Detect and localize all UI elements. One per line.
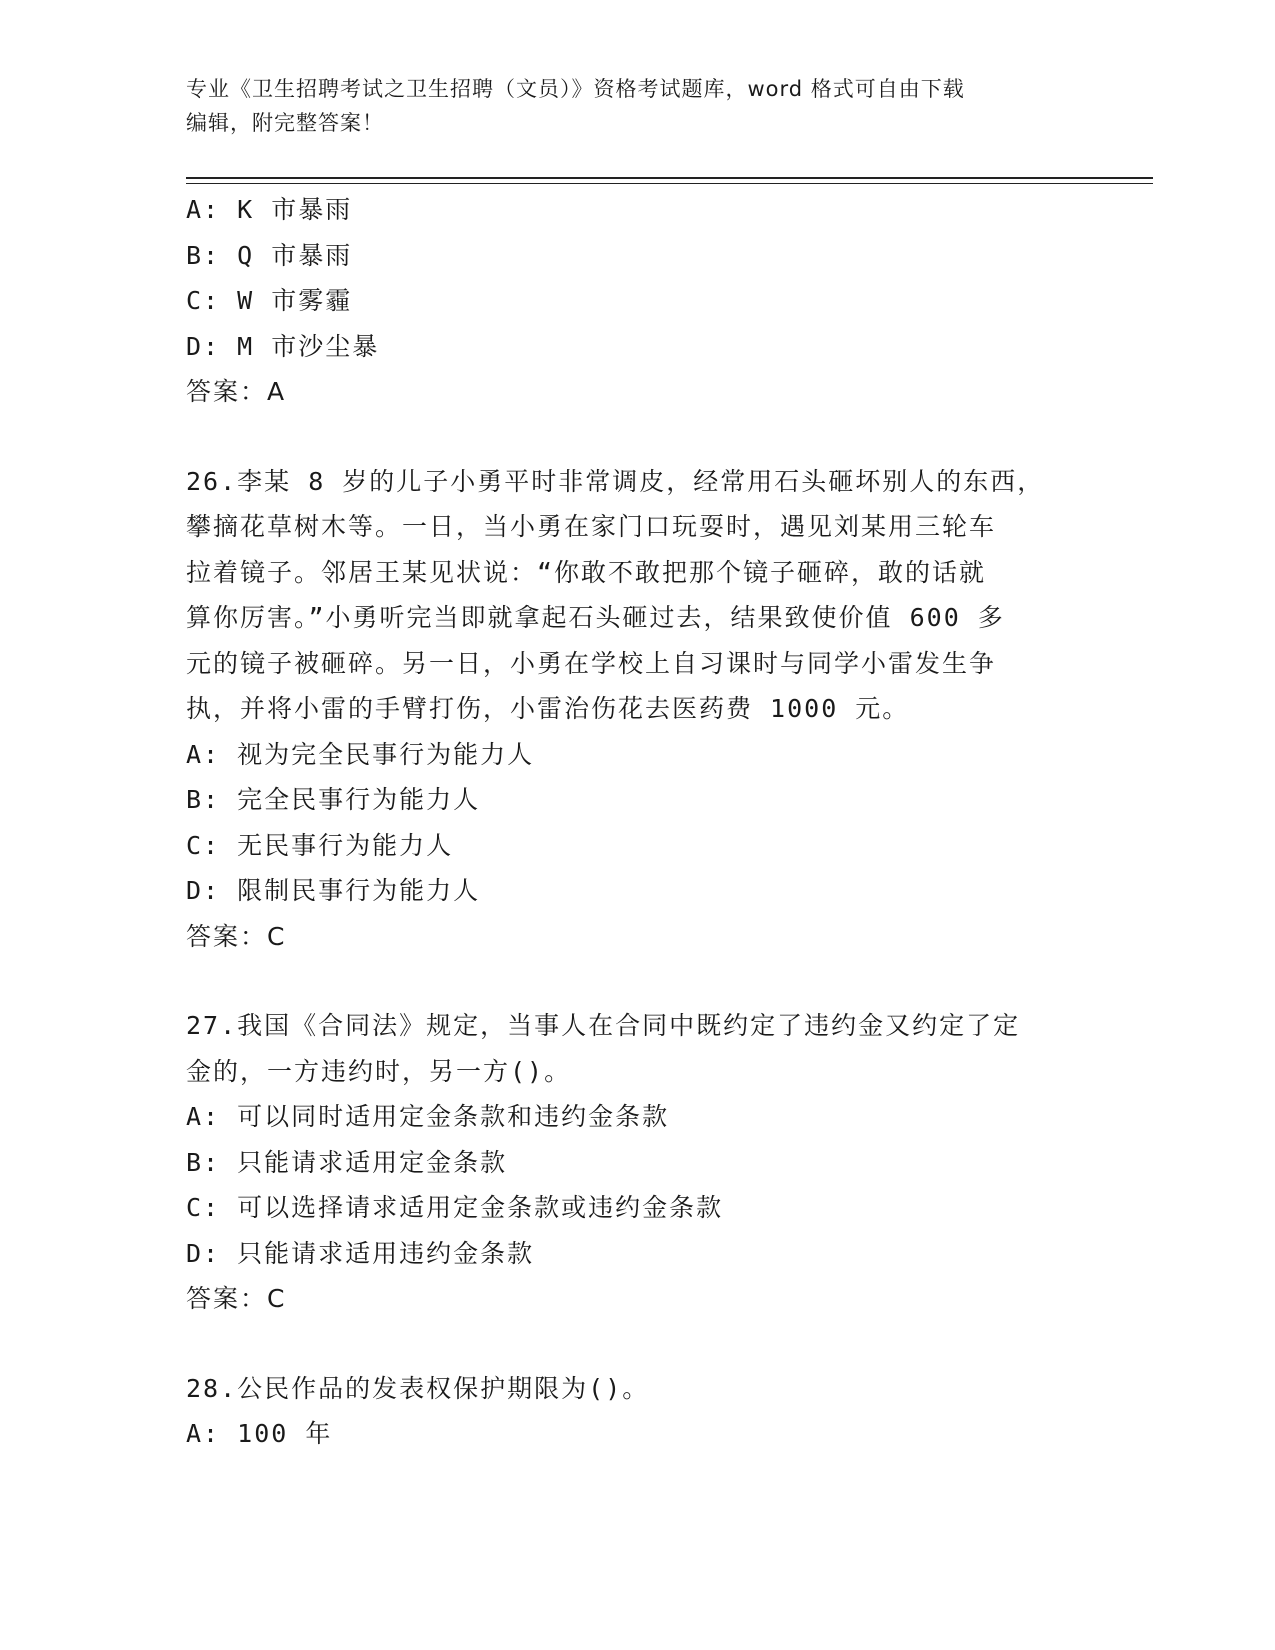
question-text-line: 元的镜子被砸碎。另一日，小勇在学校上自习课时与同学小雷发生争 bbox=[186, 648, 997, 678]
option-d: D: 限制民事行为能力人 bbox=[186, 876, 481, 905]
question-text-line: 攀摘花草树木等。一日，当小勇在家门口玩耍时，遇见刘某用三轮车 bbox=[186, 512, 997, 541]
spacer bbox=[186, 415, 1086, 459]
option-a: A: 视为完全民事行为能力人 bbox=[186, 739, 535, 769]
question-28 bbox=[186, 1366, 1086, 1457]
option-d: D: 只能请求适用违约金条款 bbox=[186, 1238, 535, 1268]
spacer bbox=[186, 959, 1086, 1003]
question-text-line: 27.我国《合同法》规定，当事人在合同中既约定了违约金又约定了定 bbox=[186, 1011, 1021, 1040]
option-a: A: 可以同时适用定金条款和违约金条款 bbox=[186, 1102, 670, 1131]
option-a: A: K 市暴雨 bbox=[186, 195, 353, 224]
spacer bbox=[186, 1322, 1086, 1366]
answer: 答案：C bbox=[186, 1284, 287, 1313]
option-c: C: W 市雾霾 bbox=[186, 286, 353, 315]
header-line-1: 专业《卫生招聘考试之卫生招聘（文员）》资格考试题库，word 格式可自由下载 bbox=[186, 77, 965, 101]
header-divider-thick bbox=[186, 177, 1153, 179]
question-text-line: 26.李某 8 岁的儿子小勇平时非常调皮，经常用石头砸坏别人的东西， bbox=[186, 466, 1045, 496]
option-b: B: 完全民事行为能力人 bbox=[186, 785, 481, 814]
header-line-2: 编辑，附完整答案！ bbox=[186, 111, 384, 135]
answer: 答案：A bbox=[186, 377, 287, 406]
question-27 bbox=[186, 1003, 1086, 1322]
option-b: B: 只能请求适用定金条款 bbox=[186, 1147, 508, 1177]
document-header bbox=[186, 72, 1086, 140]
question-text-line: 金的，一方违约时，另一方()。 bbox=[186, 1056, 572, 1086]
question-25 bbox=[186, 187, 1086, 415]
question-list bbox=[186, 187, 1086, 1457]
option-a: A: 100 年 bbox=[186, 1419, 333, 1448]
question-text-line: 拉着镜子。邻居王某见状说：“你敢不敢把那个镜子砸碎，敢的话就 bbox=[186, 557, 987, 587]
option-b: B: Q 市暴雨 bbox=[186, 240, 353, 270]
question-26 bbox=[186, 459, 1086, 960]
question-text-line: 算你厉害。”小勇听完当即就拿起石头砸过去，结果致使价值 600 多 bbox=[186, 603, 1005, 632]
question-text-line: 28.公民作品的发表权保护期限为()。 bbox=[186, 1373, 650, 1403]
answer: 答案：C bbox=[186, 921, 287, 951]
header-divider-thin bbox=[186, 183, 1153, 184]
option-c: C: 可以选择请求适用定金条款或违约金条款 bbox=[186, 1193, 724, 1222]
option-c: C: 无民事行为能力人 bbox=[186, 830, 454, 860]
question-text-line: 执，并将小雷的手臂打伤，小雷治伤花去医药费 1000 元。 bbox=[186, 694, 910, 723]
option-d: D: M 市沙尘暴 bbox=[186, 331, 380, 361]
